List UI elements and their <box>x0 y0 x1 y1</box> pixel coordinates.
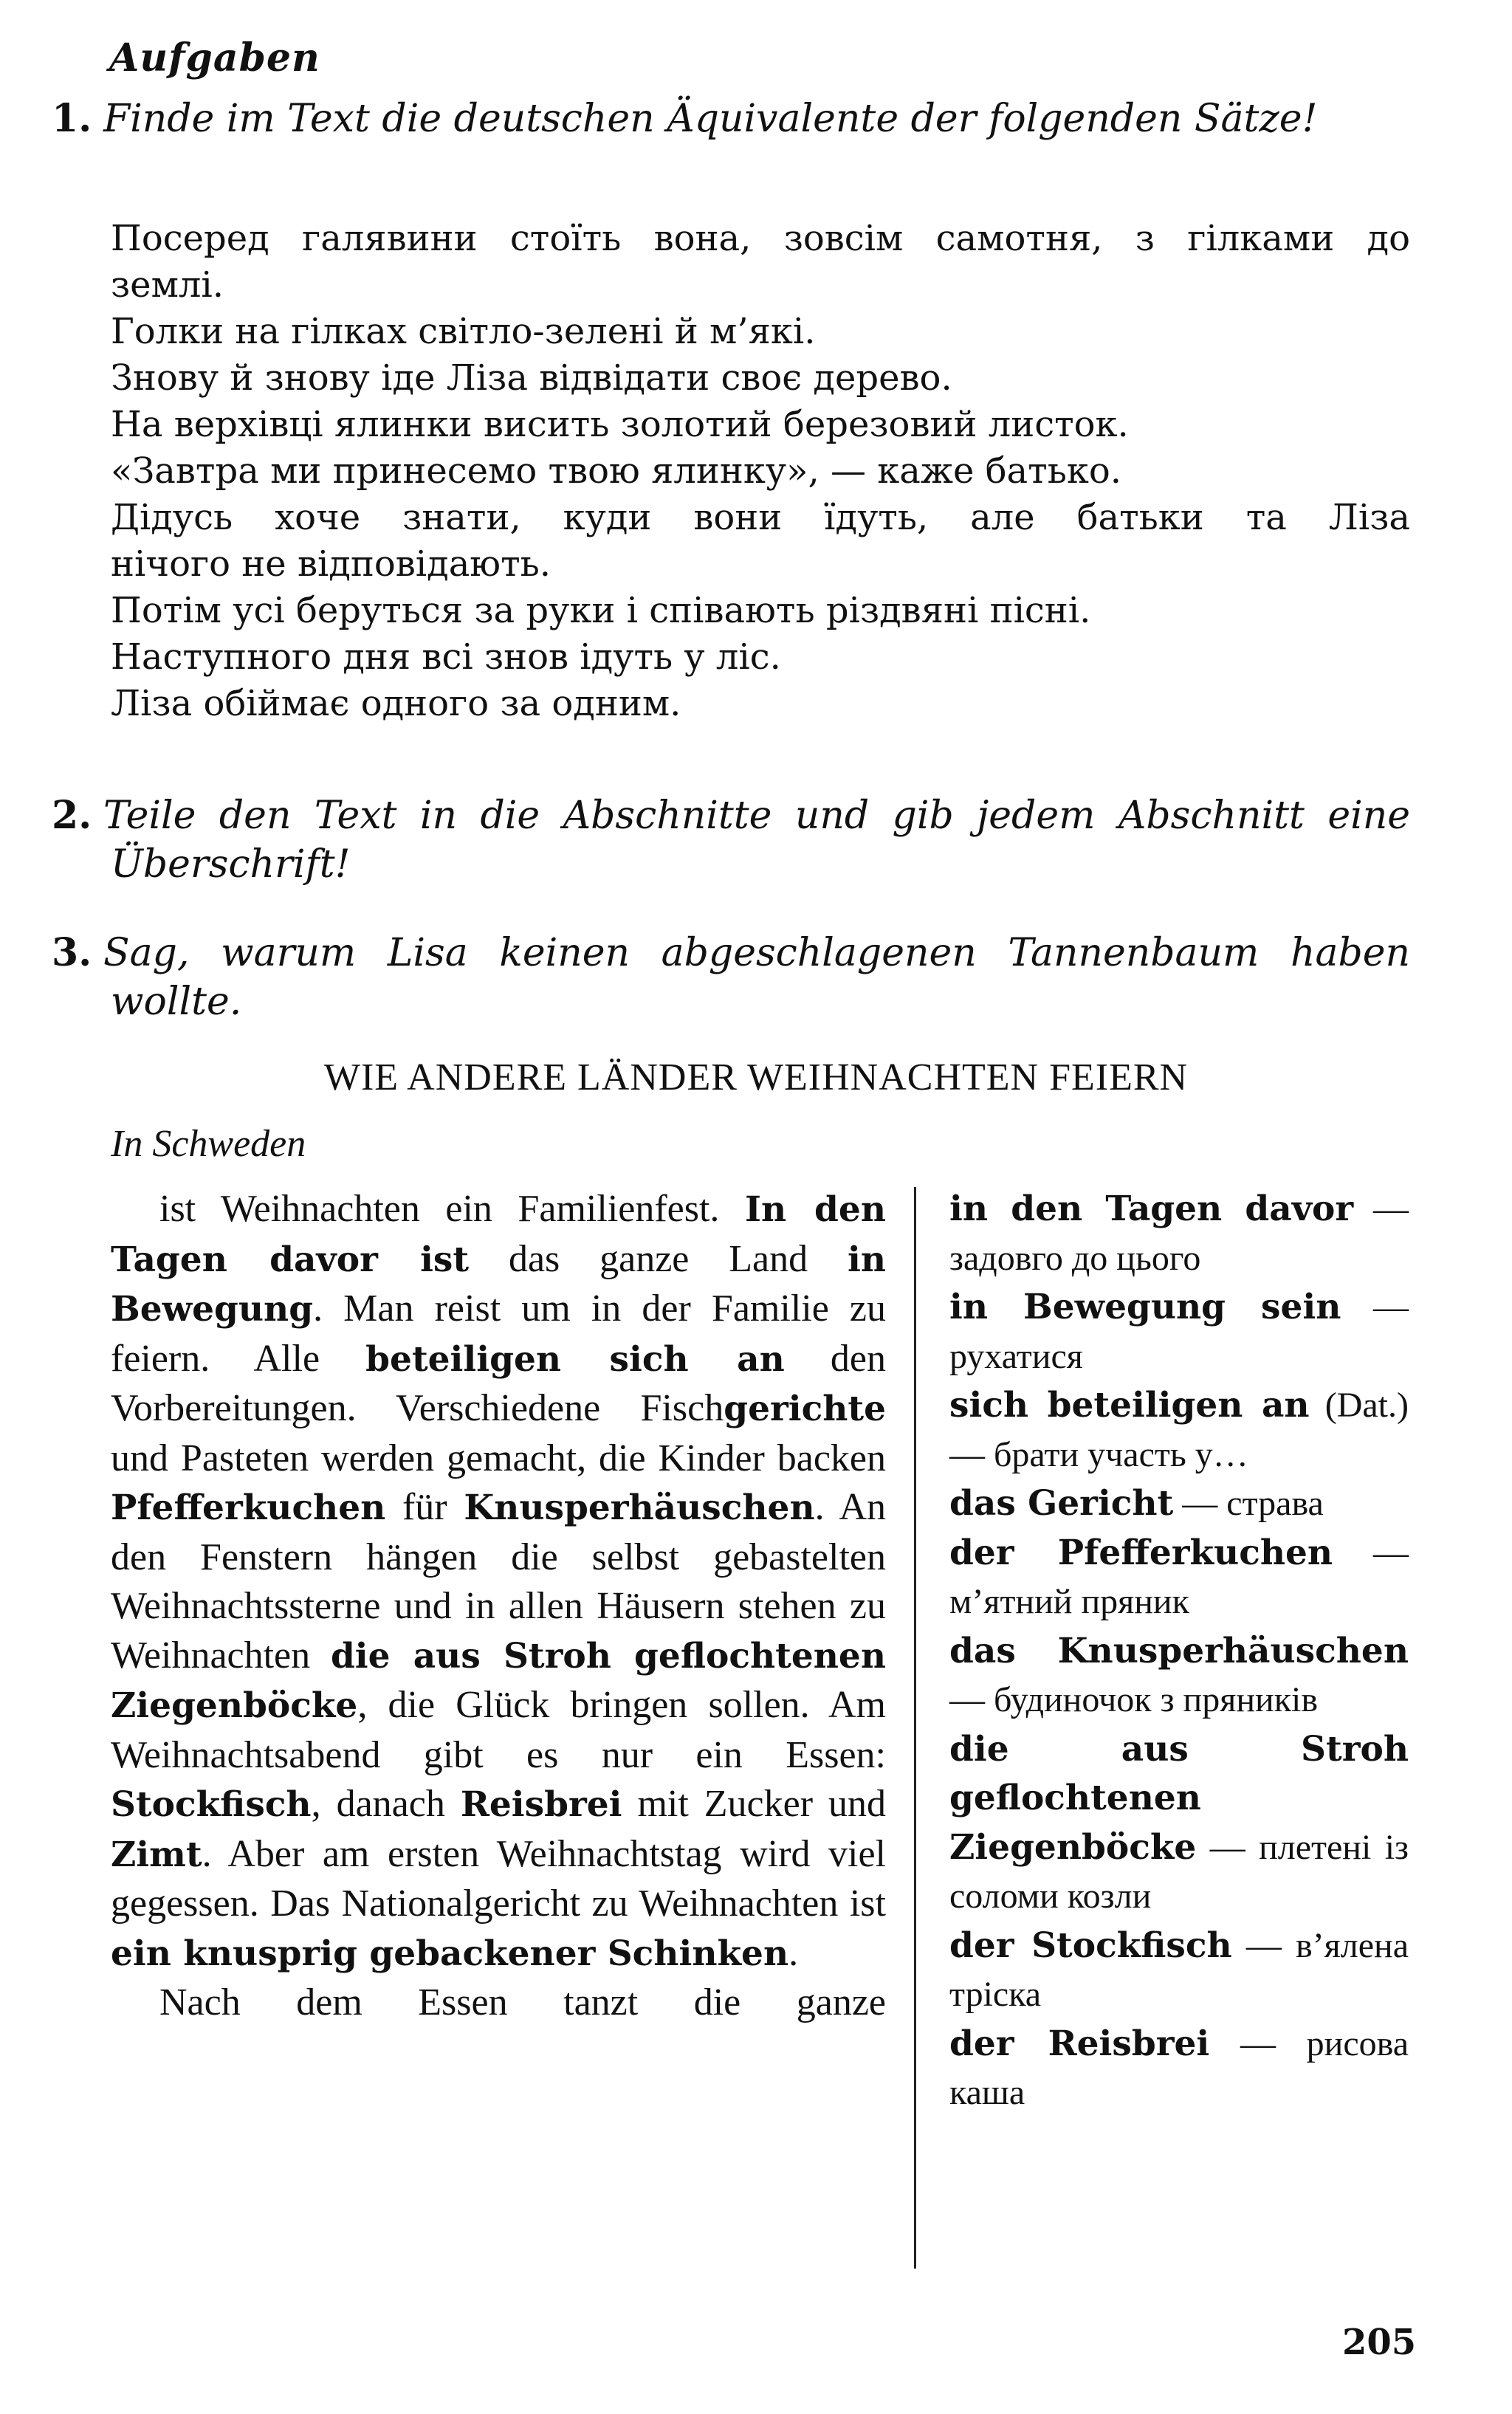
text-run: , danach <box>311 1783 461 1825</box>
vocab-translation: задовго до цього <box>949 1238 1201 1278</box>
vocab-separator: — <box>1173 1484 1227 1523</box>
sentence: На верхівці ялинки висить золотий березовий листок. <box>111 404 1129 445</box>
article-title: WIE ANDERE LÄNDER WEIHNACHTEN FEIERN <box>323 1056 1189 1098</box>
text-run: das ganze Land <box>469 1237 848 1280</box>
sentence: Голки на гілках світло-зелені й м’які. <box>111 311 816 352</box>
vocab-translation: будиночок з пряників <box>994 1680 1319 1719</box>
text-run: den Vorbereitungen. Verschiedene Fisch <box>111 1337 886 1429</box>
vocabulary-term: ein knusprig gebackener Schinken <box>111 1933 789 1974</box>
text-run: mit Zucker und <box>622 1783 886 1825</box>
task-text: Sag, warum Lisa keinen abgeschlagenen Tannenbaum haben <box>103 931 1410 975</box>
task-text: Teile den Text in die Abschnitte und gib jedem Abschnitt eine <box>103 794 1410 838</box>
vocabulary-term: gerichte <box>724 1389 886 1429</box>
vocabulary-column <box>949 1185 1409 2118</box>
vocab-term: der Pfefferkuchen <box>949 1532 1333 1573</box>
text-run: . <box>788 1931 799 1974</box>
vocab-term: der Stockfisch <box>949 1925 1232 1966</box>
sentence: Потім усі беруться за руки і співають різдвяні пісні. <box>111 590 1091 631</box>
sentence-list <box>111 216 1410 727</box>
sentence: Ліза обіймає одного за одним. <box>111 683 681 724</box>
vocab-term: das Knusperhäuschen <box>949 1630 1409 1671</box>
text-run: ist Weihnachten ein Familienfest. <box>159 1188 745 1230</box>
text-run: für <box>385 1486 464 1528</box>
vocab-translation: в’ялена тріска <box>949 1925 1409 2014</box>
vocab-entry <box>949 1529 1409 1627</box>
vocab-entry <box>949 1725 1409 1922</box>
vocab-entry <box>949 1922 1409 2020</box>
vocabulary-term: Knusperhäuschen <box>464 1488 815 1528</box>
vocab-term: in Bewegung sein <box>949 1287 1341 1327</box>
task-text-continued: Überschrift! <box>111 842 351 887</box>
vocab-separator: — <box>1209 2023 1307 2063</box>
column-divider <box>914 1187 916 2269</box>
vocabulary-term: in Bewegung <box>111 1239 886 1330</box>
vocab-translation: страва <box>1226 1484 1324 1523</box>
task-2 <box>52 791 1410 889</box>
vocab-term: die aus Stroh geflochtenen Ziegenböcke <box>949 1728 1409 1868</box>
vocabulary-term: In den Tagen davor ist <box>111 1189 886 1280</box>
text-run: . An den Fenstern hängen die selbst gebastelten Weihnachtssterne und in allen Häusern stehen zu Weihnachten <box>111 1486 886 1677</box>
vocab-entry <box>949 1381 1409 1479</box>
vocab-entry <box>949 1627 1409 1725</box>
vocab-entry <box>949 1283 1409 1381</box>
vocab-entry <box>949 1185 1409 1283</box>
vocab-term: der Reisbrei <box>949 2023 1210 2064</box>
task-text-continued: wollte. <box>111 980 242 1024</box>
text-run: . Man reist um in der Familie zu feiern. Alle <box>111 1287 886 1380</box>
vocab-entry <box>949 1479 1409 1529</box>
task-1 <box>52 94 1410 143</box>
vocab-entry <box>949 2020 1409 2118</box>
article-subtitle: In Schweden <box>111 1123 306 1165</box>
vocabulary-term: Reisbrei <box>460 1784 622 1825</box>
vocabulary-term: die aus Stroh geflochtenen Ziegenböcke <box>111 1635 886 1726</box>
vocab-translation: плетені із соломи козли <box>949 1827 1409 1916</box>
task-text: Finde im Text die deutschen Äquivalente der folgenden Sätze! <box>103 97 1318 141</box>
sentence: «Завтра ми принесемо твою ялинку», — каже батько. <box>111 450 1122 492</box>
vocab-translation: м’ятний пряник <box>949 1582 1189 1621</box>
sentence: нічого не відповідають. <box>111 543 551 585</box>
vocab-translation: (Dat.) — брати участь у… <box>949 1386 1409 1474</box>
vocabulary-term: Stockfisch <box>111 1784 312 1825</box>
text-run: . Aber am ersten Weihnachtstag wird viel gegessen. Das Nationalgericht zu Weihnachten ist <box>111 1832 886 1925</box>
vocab-separator: — <box>1341 1287 1409 1327</box>
vocabulary-term: beteiligen sich an <box>365 1338 785 1380</box>
vocab-separator: — <box>1196 1827 1260 1867</box>
page-number: 205 <box>1342 2322 1417 2363</box>
article-paragraph <box>111 1185 886 1978</box>
article-paragraph-start: Nach dem Essen tanzt die ganze <box>159 1981 886 2023</box>
section-heading: Aufgaben <box>109 35 320 80</box>
sentence: Посеред галявини стоїть вона, зовсім самотня, з гілками до <box>111 218 1410 259</box>
task-number: 1. <box>52 96 92 141</box>
sentence: землі. <box>111 264 224 306</box>
text-run: und Pasteten werden gemacht, die Kinder backen <box>111 1437 886 1479</box>
vocabulary-term: Pfefferkuchen <box>111 1488 386 1528</box>
sentence: Дідусь хоче знати, куди вони їдуть, але батьки та Ліза <box>111 497 1410 538</box>
vocab-separator: — <box>1353 1189 1409 1228</box>
task-3 <box>52 929 1410 1026</box>
vocab-term: in den Tagen davor <box>949 1189 1354 1229</box>
vocab-separator: — <box>1231 1925 1296 1965</box>
task-number: 3. <box>52 930 92 975</box>
vocabulary-term: Zimt <box>111 1834 202 1875</box>
vocab-term: das Gericht <box>949 1483 1174 1524</box>
sentence: Знову й знову іде Ліза відвідати своє дерево. <box>111 357 952 399</box>
vocab-translation: рухатися <box>949 1336 1083 1376</box>
text-run: , die Glück bringen sollen. Am Weihnachtsabend gibt es nur ein Essen: <box>111 1684 886 1776</box>
article-body <box>111 1185 886 2028</box>
vocab-translation: рисова каша <box>949 2023 1409 2112</box>
sentence: Наступного дня всі знов ідуть у ліс. <box>111 636 781 678</box>
task-number: 2. <box>52 793 92 838</box>
vocab-separator: — <box>1333 1533 1409 1572</box>
vocab-separator: — <box>949 1680 994 1719</box>
vocab-term: sich beteiligen an <box>949 1385 1310 1426</box>
vocab-separator <box>1310 1386 1325 1425</box>
